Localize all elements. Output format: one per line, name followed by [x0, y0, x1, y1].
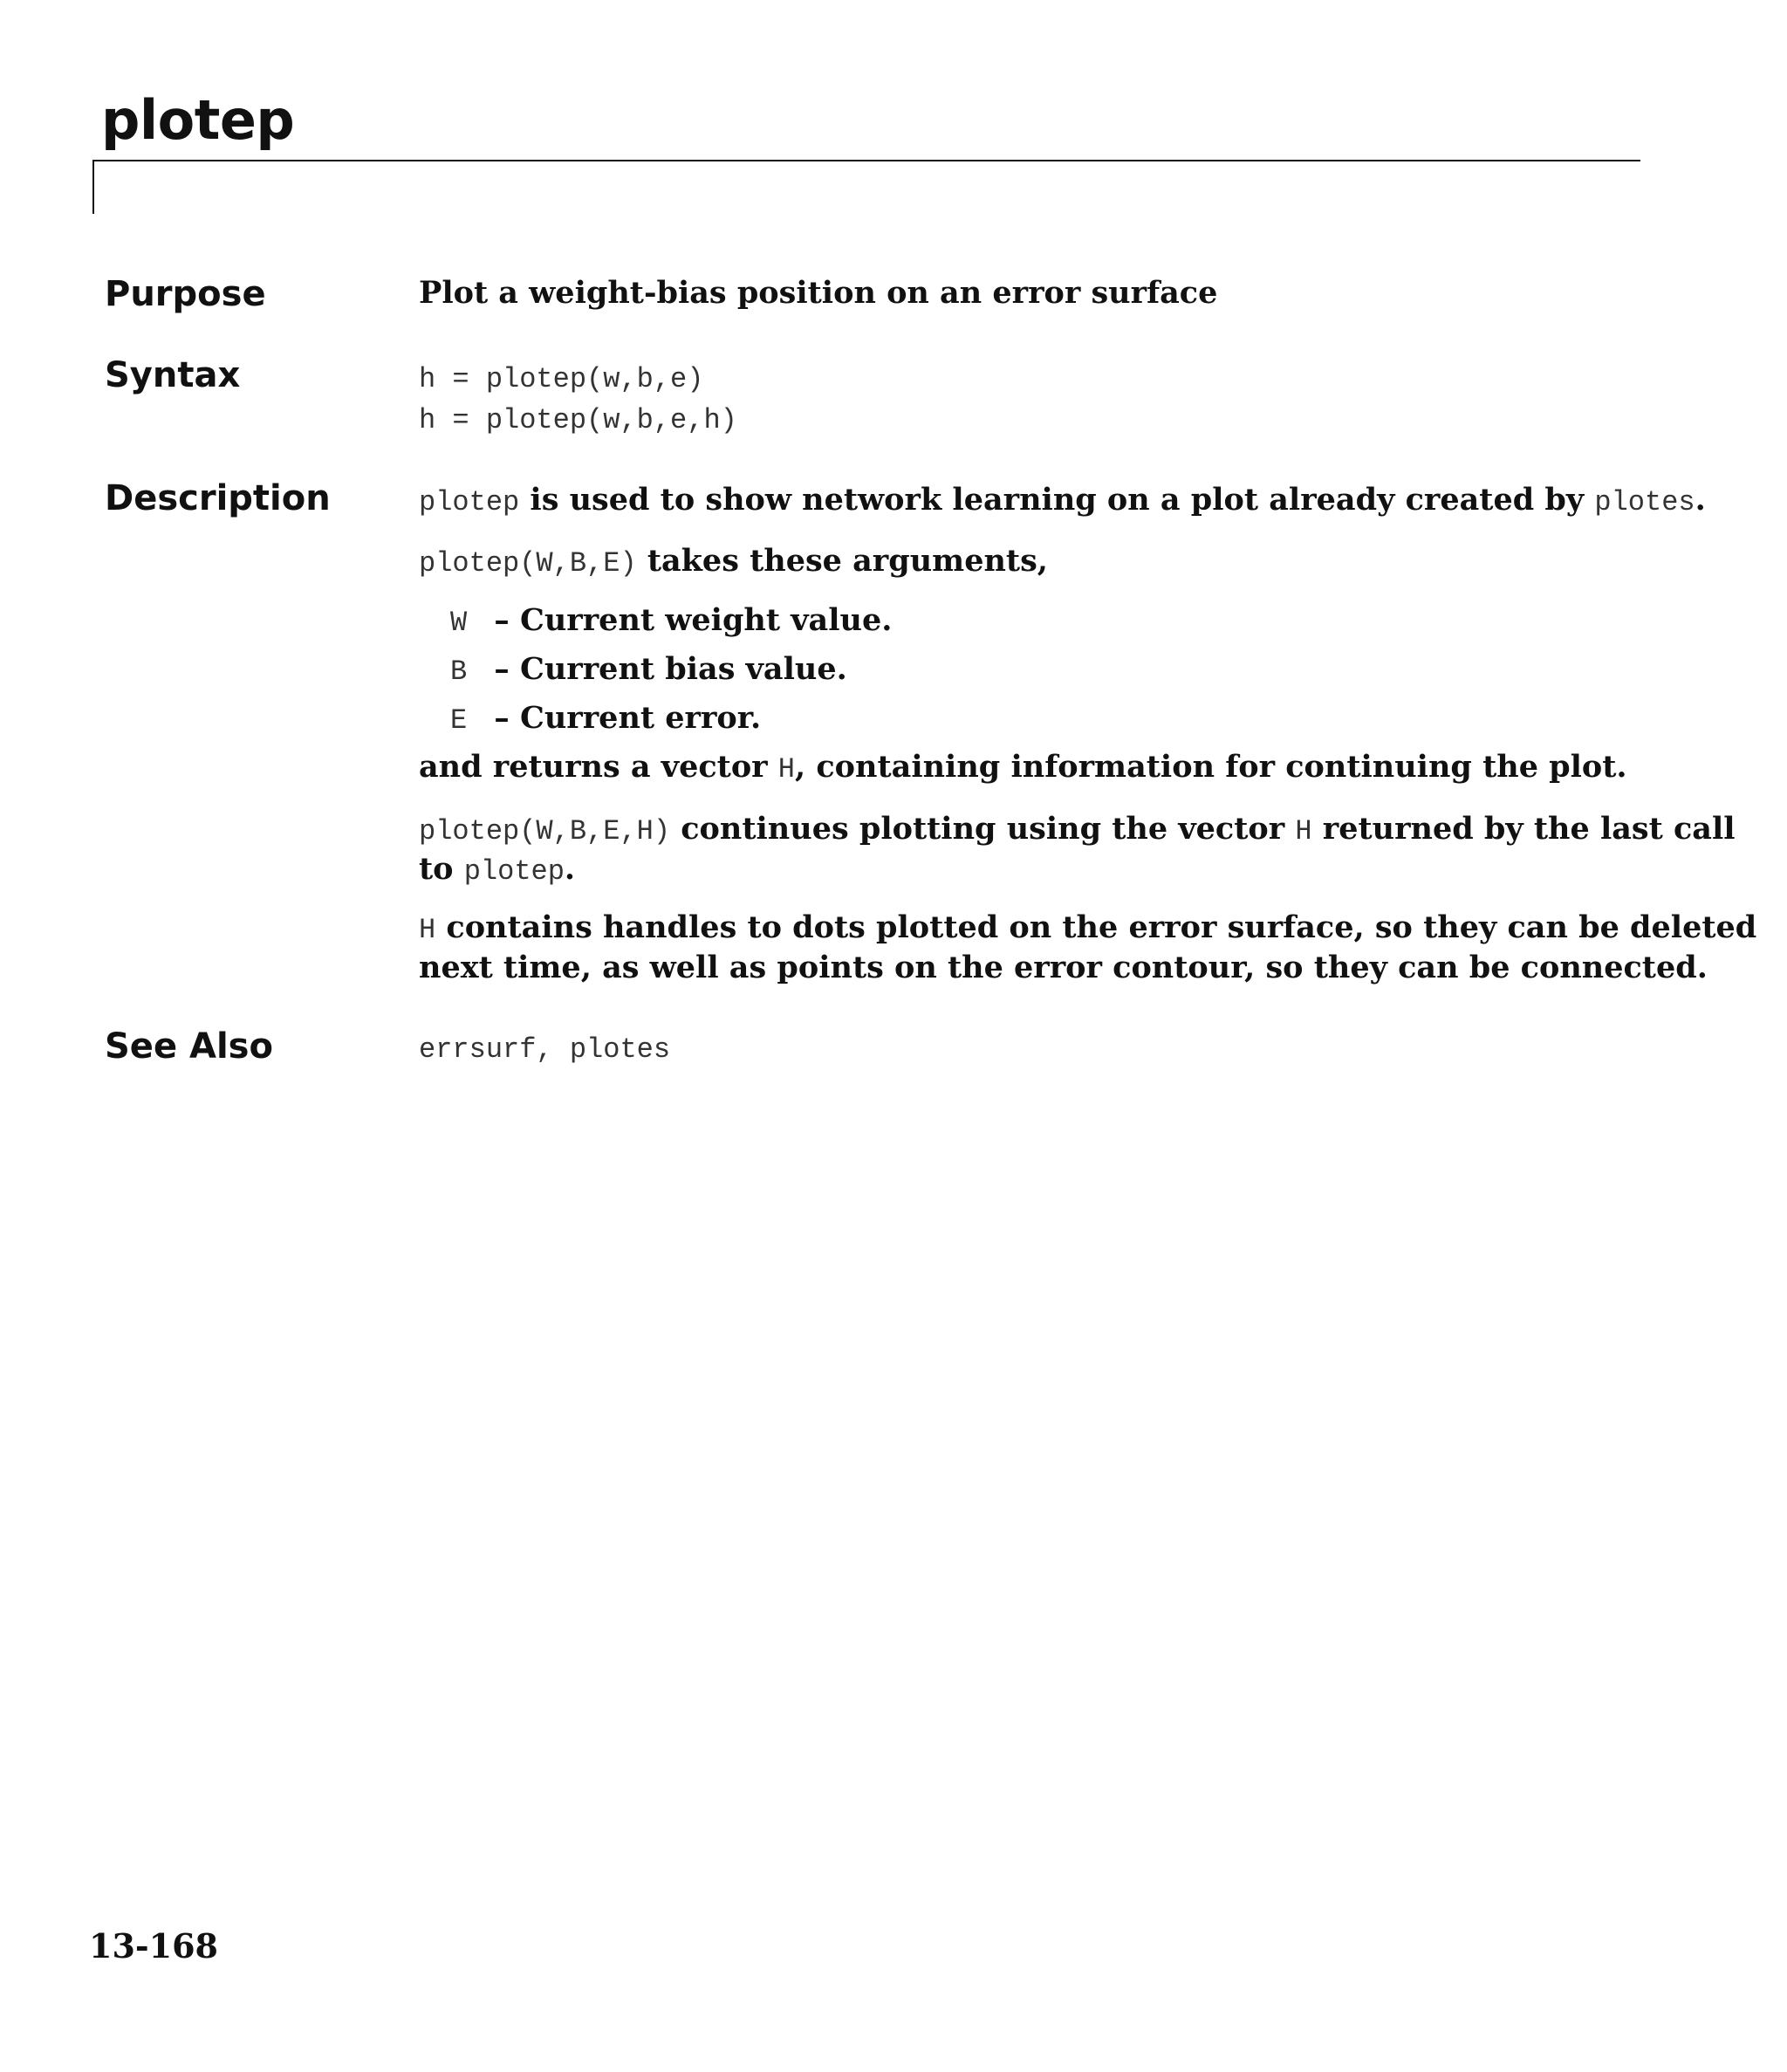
paragraph-text: returned by the last call: [1311, 811, 1736, 847]
code-h: H: [419, 914, 436, 946]
argument-dash: –: [494, 602, 510, 638]
description-paragraph-1: [419, 480, 1706, 523]
argument-dash: –: [494, 700, 510, 736]
purpose-label: Purpose: [105, 274, 266, 314]
header-rule: [92, 160, 1640, 161]
argument-text: Current error.: [520, 700, 762, 736]
argument-text: Current bias value.: [520, 651, 847, 687]
argument-item: [450, 649, 847, 692]
purpose-text: Plot a weight-bias position on an error surface: [419, 275, 1218, 311]
code-h: H: [1295, 815, 1312, 847]
paragraph-text: .: [1695, 482, 1706, 518]
code-plotep: plotep: [463, 855, 565, 888]
syntax-label: Syntax: [105, 355, 241, 395]
argument-text: Current weight value.: [520, 602, 893, 638]
description-paragraph-4: [419, 809, 1736, 852]
code-signature: plotep(W,B,E): [419, 547, 637, 580]
description-paragraph-2: [419, 541, 1048, 584]
see-also-label: See Also: [105, 1026, 273, 1067]
description-paragraph-5-cont: [419, 948, 1708, 988]
argument-name: E: [450, 704, 468, 737]
paragraph-text: to: [419, 851, 464, 887]
argument-item: [450, 600, 892, 643]
argument-item: [450, 698, 761, 741]
page-number: 13-168: [89, 1926, 218, 1966]
syntax-line: h = plotep(w,b,e,h): [419, 404, 737, 436]
description-paragraph-5: [419, 908, 1756, 950]
argument-name: W: [450, 607, 468, 639]
paragraph-text: continues plotting using the vector: [670, 811, 1296, 847]
argument-dash: –: [494, 651, 510, 687]
code-plotep: plotep: [419, 486, 520, 518]
code-plotes: plotes: [1594, 486, 1695, 518]
code-signature: plotep(W,B,E,H): [419, 815, 671, 847]
page-title: plotep: [101, 88, 295, 152]
paragraph-text: is used to show network learning on a plot already created by: [519, 482, 1595, 518]
paragraph-text: , containing information for continuing the plot.: [795, 749, 1627, 785]
paragraph-text: .: [564, 851, 576, 887]
paragraph-text: contains handles to dots plotted on the error surface, so they can be deleted: [435, 909, 1757, 945]
description-label: Description: [105, 478, 331, 518]
syntax-line: h = plotep(w,b,e): [419, 363, 704, 395]
paragraph-text: and returns a vector: [419, 749, 778, 785]
argument-name: B: [450, 655, 468, 688]
code-h: H: [777, 753, 795, 786]
description-paragraph-3: [419, 747, 1627, 790]
paragraph-text: takes these arguments,: [636, 543, 1048, 579]
header-rule-tick: [92, 160, 94, 214]
description-paragraph-4-cont: [419, 849, 575, 892]
paragraph-text: next time, as well as points on the error contour, so they can be connected.: [419, 950, 1708, 985]
see-also-links[interactable]: errsurf, plotes: [419, 1033, 671, 1066]
